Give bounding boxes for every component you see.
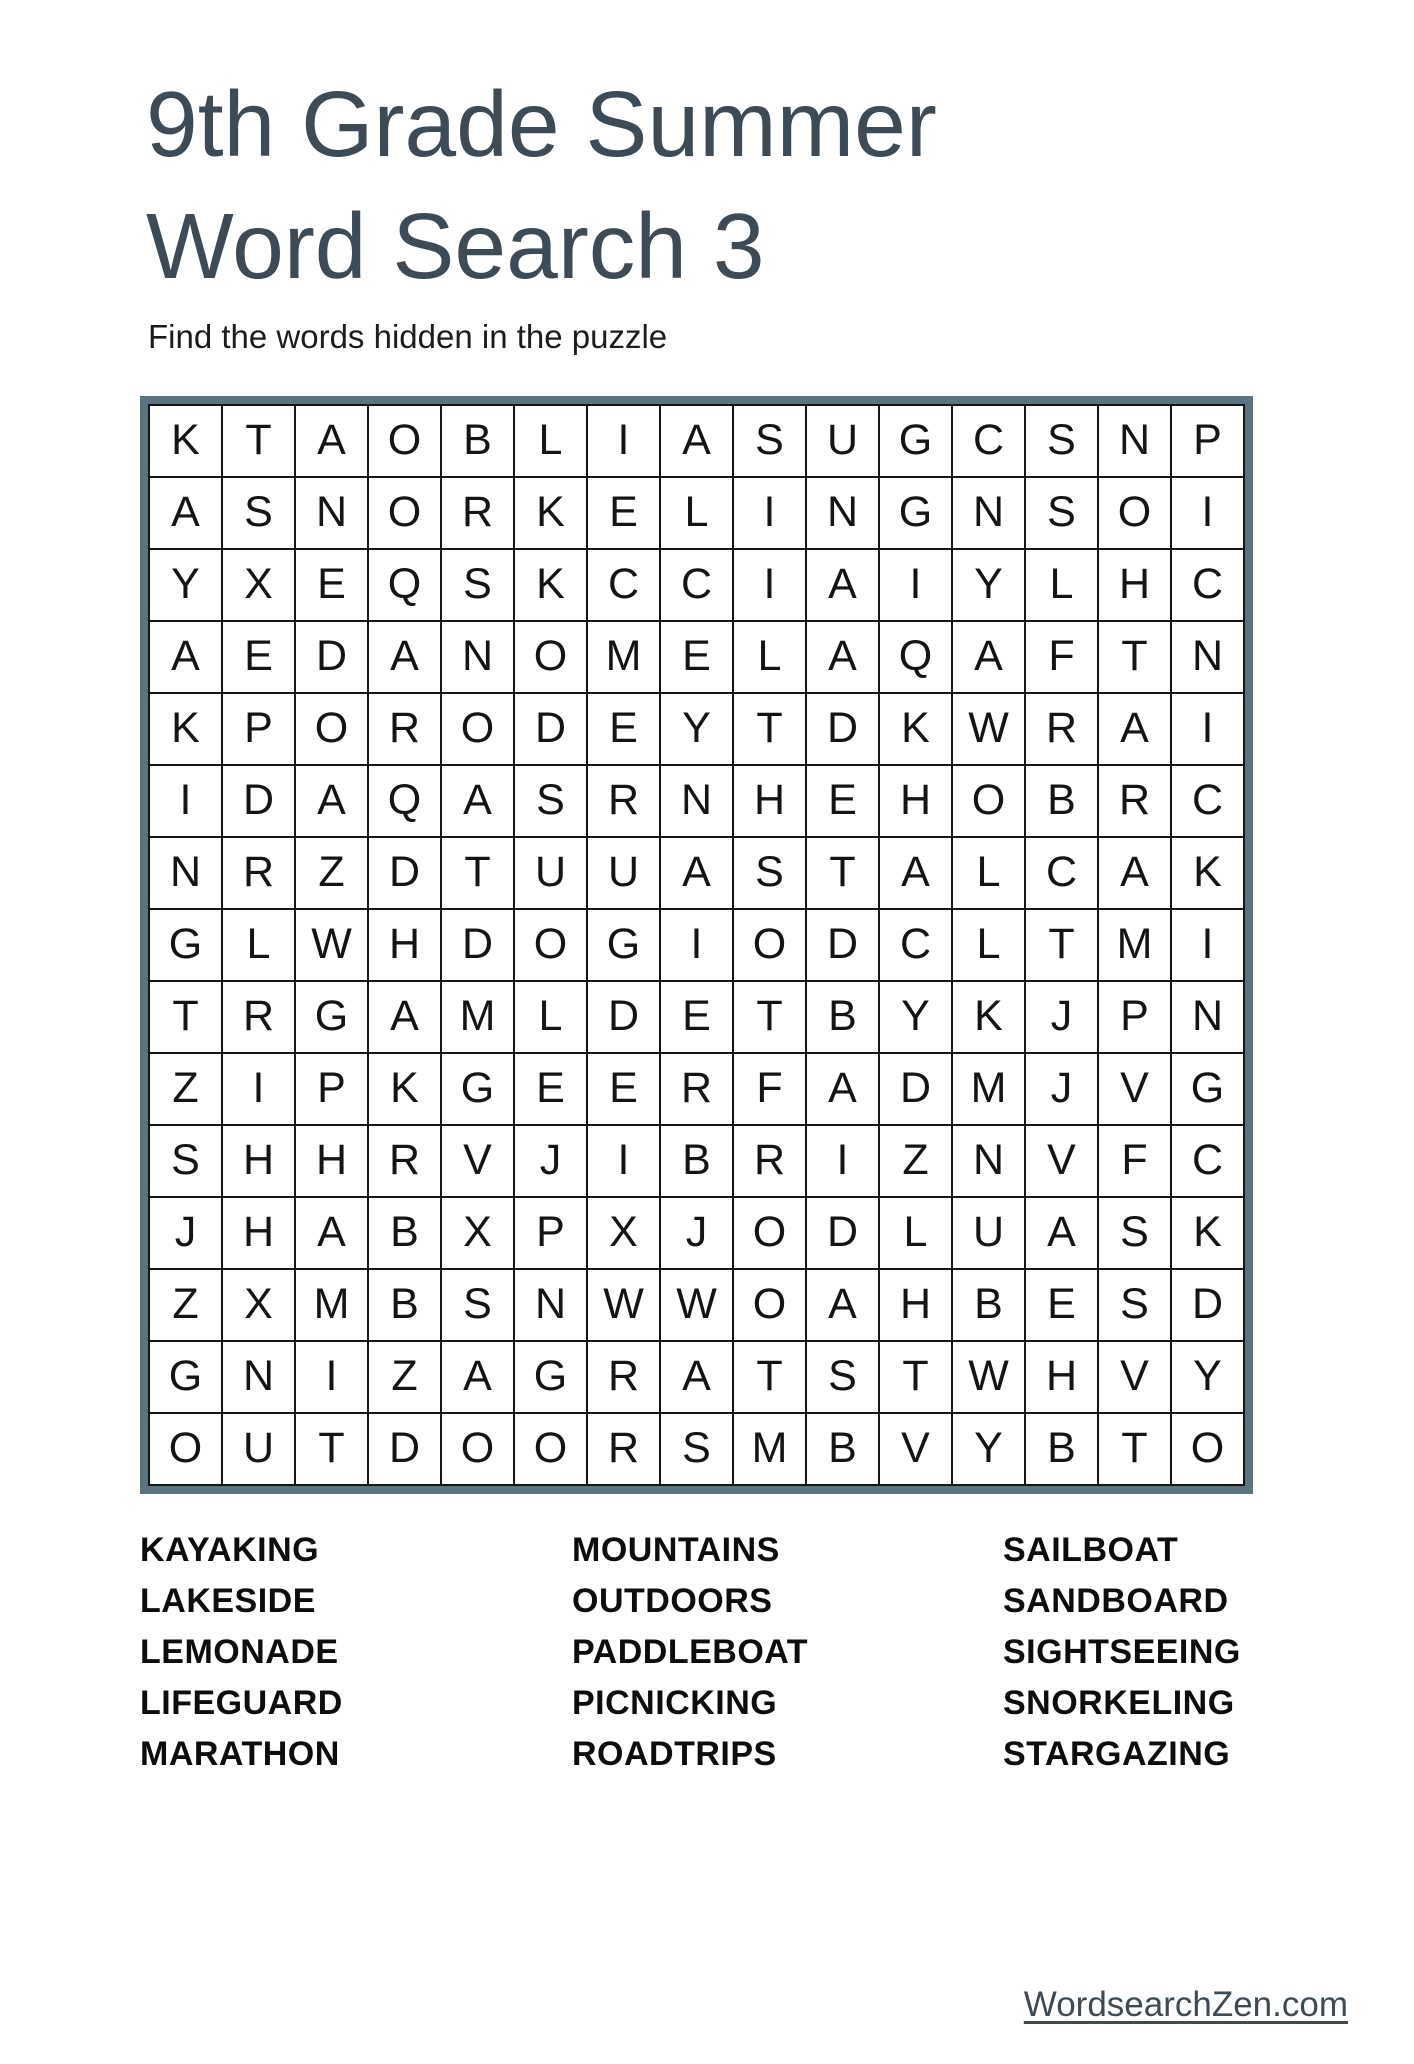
grid-cell: B xyxy=(368,1197,441,1269)
grid-row xyxy=(149,1341,1244,1413)
grid-cell: L xyxy=(952,909,1025,981)
grid-cell: D xyxy=(514,693,587,765)
grid-cell: F xyxy=(733,1053,806,1125)
grid-cell: N xyxy=(149,837,222,909)
grid-cell: S xyxy=(222,477,295,549)
grid-cell: S xyxy=(1098,1197,1171,1269)
grid-cell: B xyxy=(952,1269,1025,1341)
grid-cell: L xyxy=(952,837,1025,909)
grid-cell: E xyxy=(295,549,368,621)
grid-cell: R xyxy=(587,765,660,837)
grid-cell: E xyxy=(1025,1269,1098,1341)
grid-cell: G xyxy=(1171,1053,1244,1125)
grid-cell: O xyxy=(514,909,587,981)
grid-cell: B xyxy=(1025,765,1098,837)
grid-cell: B xyxy=(441,405,514,477)
grid-cell: V xyxy=(879,1413,952,1485)
grid-cell: A xyxy=(806,549,879,621)
grid-cell: D xyxy=(441,909,514,981)
grid-cell: N xyxy=(295,477,368,549)
grid-cell: Z xyxy=(879,1125,952,1197)
grid-cell: I xyxy=(587,1125,660,1197)
word-item: LAKESIDE xyxy=(140,1581,316,1620)
grid-cell: X xyxy=(222,1269,295,1341)
grid-cell: I xyxy=(222,1053,295,1125)
word-list xyxy=(140,1530,1350,1788)
grid-cell: H xyxy=(368,909,441,981)
grid-cell: R xyxy=(587,1413,660,1485)
grid-cell: W xyxy=(587,1269,660,1341)
grid-cell: O xyxy=(514,621,587,693)
word-item: LIFEGUARD xyxy=(140,1683,343,1722)
grid-row xyxy=(149,1269,1244,1341)
grid-cell: A xyxy=(441,1341,514,1413)
grid-cell: I xyxy=(806,1125,879,1197)
grid-cell: A xyxy=(660,1341,733,1413)
grid-cell: I xyxy=(1171,477,1244,549)
grid-cell: V xyxy=(441,1125,514,1197)
grid-cell: L xyxy=(1025,549,1098,621)
grid-cell: I xyxy=(660,909,733,981)
grid-cell: A xyxy=(441,765,514,837)
grid-cell: T xyxy=(441,837,514,909)
grid-cell: M xyxy=(587,621,660,693)
grid-cell: B xyxy=(806,1413,879,1485)
grid-cell: W xyxy=(660,1269,733,1341)
grid-row xyxy=(149,1197,1244,1269)
grid-cell: D xyxy=(1171,1269,1244,1341)
grid-cell: A xyxy=(660,405,733,477)
grid-cell: R xyxy=(368,693,441,765)
grid-cell: O xyxy=(733,1269,806,1341)
grid-row xyxy=(149,1413,1244,1485)
grid-cell: J xyxy=(660,1197,733,1269)
grid-cell: A xyxy=(660,837,733,909)
grid-cell: Q xyxy=(368,765,441,837)
grid-cell: Z xyxy=(368,1341,441,1413)
grid-cell: W xyxy=(295,909,368,981)
grid-cell: O xyxy=(368,405,441,477)
word-item: SAILBOAT xyxy=(1003,1530,1179,1569)
grid-cell: A xyxy=(368,981,441,1053)
grid-cell: U xyxy=(587,837,660,909)
grid-cell: K xyxy=(149,693,222,765)
grid-cell: J xyxy=(514,1125,587,1197)
grid-cell: P xyxy=(1171,405,1244,477)
grid-cell: E xyxy=(660,981,733,1053)
grid-cell: H xyxy=(1025,1341,1098,1413)
grid-cell: R xyxy=(660,1053,733,1125)
grid-cell: G xyxy=(441,1053,514,1125)
grid-cell: N xyxy=(660,765,733,837)
grid-cell: D xyxy=(806,909,879,981)
grid-cell: F xyxy=(1025,621,1098,693)
grid-cell: O xyxy=(149,1413,222,1485)
grid-cell: R xyxy=(222,981,295,1053)
grid-cell: I xyxy=(733,477,806,549)
grid-row xyxy=(149,405,1244,477)
grid-cell: I xyxy=(587,405,660,477)
grid-cell: H xyxy=(879,1269,952,1341)
grid-cell: T xyxy=(733,693,806,765)
grid-cell: T xyxy=(1098,621,1171,693)
grid-cell: B xyxy=(368,1269,441,1341)
grid-cell: K xyxy=(952,981,1025,1053)
grid-cell: P xyxy=(222,693,295,765)
grid-cell: J xyxy=(1025,1053,1098,1125)
grid-cell: I xyxy=(295,1341,368,1413)
grid-cell: W xyxy=(952,1341,1025,1413)
grid-cell: A xyxy=(295,405,368,477)
grid-cell: Z xyxy=(149,1269,222,1341)
grid-cell: U xyxy=(514,837,587,909)
grid-cell: A xyxy=(806,621,879,693)
grid-cell: T xyxy=(149,981,222,1053)
grid-cell: J xyxy=(1025,981,1098,1053)
grid-cell: A xyxy=(149,621,222,693)
grid-cell: O xyxy=(441,1413,514,1485)
grid-cell: A xyxy=(368,621,441,693)
grid-cell: G xyxy=(514,1341,587,1413)
word-item: OUTDOORS xyxy=(572,1581,773,1620)
grid-cell: E xyxy=(222,621,295,693)
grid-cell: N xyxy=(806,477,879,549)
word-item: MOUNTAINS xyxy=(572,1530,780,1569)
grid-cell: C xyxy=(587,549,660,621)
grid-cell: S xyxy=(1025,405,1098,477)
grid-cell: A xyxy=(952,621,1025,693)
grid-cell: P xyxy=(295,1053,368,1125)
grid-cell: U xyxy=(806,405,879,477)
grid-cell: A xyxy=(295,765,368,837)
grid-row xyxy=(149,549,1244,621)
grid-cell: Y xyxy=(149,549,222,621)
grid-cell: G xyxy=(587,909,660,981)
grid-cell: U xyxy=(222,1413,295,1485)
grid-cell: N xyxy=(1171,621,1244,693)
grid-cell: D xyxy=(295,621,368,693)
grid-row xyxy=(149,477,1244,549)
grid-cell: N xyxy=(1098,405,1171,477)
grid-cell: K xyxy=(514,477,587,549)
grid-cell: I xyxy=(1171,693,1244,765)
grid-cell: D xyxy=(806,693,879,765)
grid-cell: S xyxy=(733,837,806,909)
grid-cell: O xyxy=(733,909,806,981)
grid-cell: Y xyxy=(1171,1341,1244,1413)
grid-cell: N xyxy=(441,621,514,693)
grid-cell: A xyxy=(879,837,952,909)
grid-cell: B xyxy=(806,981,879,1053)
grid-cell: X xyxy=(222,549,295,621)
grid-cell: K xyxy=(1171,837,1244,909)
grid-cell: R xyxy=(1025,693,1098,765)
grid-cell: D xyxy=(587,981,660,1053)
grid-cell: M xyxy=(441,981,514,1053)
grid-cell: D xyxy=(222,765,295,837)
grid-cell: O xyxy=(441,693,514,765)
grid-cell: K xyxy=(368,1053,441,1125)
grid-cell: Q xyxy=(879,621,952,693)
grid-cell: G xyxy=(149,909,222,981)
grid-cell: I xyxy=(879,549,952,621)
grid-cell: N xyxy=(952,1125,1025,1197)
grid-cell: A xyxy=(295,1197,368,1269)
grid-cell: P xyxy=(514,1197,587,1269)
grid-cell: Y xyxy=(879,981,952,1053)
grid-cell: V xyxy=(1098,1053,1171,1125)
grid-cell: H xyxy=(295,1125,368,1197)
grid-cell: O xyxy=(952,765,1025,837)
word-list-column xyxy=(1003,1530,1350,1788)
grid-cell: D xyxy=(368,837,441,909)
grid-cell: H xyxy=(879,765,952,837)
grid-cell: M xyxy=(952,1053,1025,1125)
word-item: KAYAKING xyxy=(140,1530,320,1569)
word-item: SANDBOARD xyxy=(1003,1581,1229,1620)
subtitle: Find the words hidden in the puzzle xyxy=(148,317,668,355)
grid-row xyxy=(149,1053,1244,1125)
grid-cell: E xyxy=(660,621,733,693)
grid-cell: Y xyxy=(660,693,733,765)
grid-cell: N xyxy=(514,1269,587,1341)
grid-cell: H xyxy=(1098,549,1171,621)
grid-row xyxy=(149,909,1244,981)
word-item: ROADTRIPS xyxy=(572,1734,777,1773)
grid-cell: A xyxy=(1098,693,1171,765)
grid-cell: A xyxy=(1098,837,1171,909)
grid-cell: T xyxy=(879,1341,952,1413)
page-title-line-2: Word Search 3 xyxy=(146,193,765,298)
word-item: PADDLEBOAT xyxy=(572,1632,809,1671)
grid-cell: T xyxy=(295,1413,368,1485)
grid-cell: A xyxy=(1025,1197,1098,1269)
grid-cell: H xyxy=(222,1197,295,1269)
grid-cell: J xyxy=(149,1197,222,1269)
grid-row xyxy=(149,765,1244,837)
grid-cell: H xyxy=(222,1125,295,1197)
grid-cell: D xyxy=(368,1413,441,1485)
word-item: SIGHTSEEING xyxy=(1003,1632,1241,1671)
grid-cell: S xyxy=(1098,1269,1171,1341)
word-search-grid-frame xyxy=(140,396,1253,1494)
word-item: STARGAZING xyxy=(1003,1734,1231,1773)
word-list-column xyxy=(140,1530,572,1788)
grid-row xyxy=(149,1125,1244,1197)
grid-cell: T xyxy=(733,1341,806,1413)
grid-cell: H xyxy=(733,765,806,837)
grid-cell: T xyxy=(1025,909,1098,981)
grid-row xyxy=(149,693,1244,765)
grid-cell: O xyxy=(733,1197,806,1269)
grid-cell: L xyxy=(879,1197,952,1269)
grid-cell: L xyxy=(660,477,733,549)
grid-cell: W xyxy=(952,693,1025,765)
grid-cell: S xyxy=(441,1269,514,1341)
grid-cell: Y xyxy=(952,549,1025,621)
grid-cell: T xyxy=(1098,1413,1171,1485)
word-search-grid xyxy=(148,404,1245,1486)
grid-cell: P xyxy=(1098,981,1171,1053)
grid-cell: C xyxy=(1171,1125,1244,1197)
grid-cell: K xyxy=(1171,1197,1244,1269)
grid-cell: M xyxy=(733,1413,806,1485)
grid-cell: E xyxy=(587,1053,660,1125)
grid-cell: Z xyxy=(295,837,368,909)
word-item: PICNICKING xyxy=(572,1683,778,1722)
grid-cell: G xyxy=(295,981,368,1053)
grid-cell: S xyxy=(1025,477,1098,549)
grid-cell: G xyxy=(879,405,952,477)
grid-cell: C xyxy=(1171,765,1244,837)
grid-cell: C xyxy=(1171,549,1244,621)
grid-cell: B xyxy=(660,1125,733,1197)
grid-cell: M xyxy=(1098,909,1171,981)
grid-cell: O xyxy=(368,477,441,549)
grid-cell: C xyxy=(660,549,733,621)
word-list-column xyxy=(572,1530,1003,1788)
grid-cell: T xyxy=(222,405,295,477)
grid-cell: C xyxy=(952,405,1025,477)
grid-cell: S xyxy=(660,1413,733,1485)
word-item: MARATHON xyxy=(140,1734,340,1773)
grid-cell: O xyxy=(295,693,368,765)
grid-cell: N xyxy=(952,477,1025,549)
grid-cell: R xyxy=(1098,765,1171,837)
grid-cell: Y xyxy=(952,1413,1025,1485)
page-title xyxy=(146,64,1350,308)
grid-cell: S xyxy=(806,1341,879,1413)
grid-cell: E xyxy=(514,1053,587,1125)
grid-cell: C xyxy=(1025,837,1098,909)
grid-cell: U xyxy=(952,1197,1025,1269)
grid-cell: E xyxy=(587,693,660,765)
grid-row xyxy=(149,981,1244,1053)
grid-cell: D xyxy=(806,1197,879,1269)
grid-cell: E xyxy=(587,477,660,549)
word-item: LEMONADE xyxy=(140,1632,339,1671)
grid-cell: F xyxy=(1098,1125,1171,1197)
grid-cell: M xyxy=(295,1269,368,1341)
grid-cell: V xyxy=(1098,1341,1171,1413)
grid-cell: C xyxy=(879,909,952,981)
grid-cell: G xyxy=(149,1341,222,1413)
grid-row xyxy=(149,621,1244,693)
grid-cell: N xyxy=(1171,981,1244,1053)
grid-cell: I xyxy=(733,549,806,621)
grid-cell: R xyxy=(222,837,295,909)
grid-cell: S xyxy=(149,1125,222,1197)
word-item: SNORKELING xyxy=(1003,1683,1235,1722)
grid-cell: L xyxy=(514,981,587,1053)
grid-cell: D xyxy=(879,1053,952,1125)
page-title-line-1: 9th Grade Summer xyxy=(146,72,937,176)
grid-cell: L xyxy=(222,909,295,981)
grid-cell: S xyxy=(733,405,806,477)
grid-cell: A xyxy=(806,1269,879,1341)
grid-cell: T xyxy=(733,981,806,1053)
grid-cell: R xyxy=(733,1125,806,1197)
grid-cell: O xyxy=(1171,1413,1244,1485)
grid-cell: Q xyxy=(368,549,441,621)
grid-cell: K xyxy=(514,549,587,621)
grid-cell: S xyxy=(514,765,587,837)
grid-cell: X xyxy=(587,1197,660,1269)
grid-cell: B xyxy=(1025,1413,1098,1485)
grid-cell: L xyxy=(514,405,587,477)
grid-cell: R xyxy=(587,1341,660,1413)
grid-cell: K xyxy=(879,693,952,765)
grid-cell: A xyxy=(806,1053,879,1125)
grid-cell: O xyxy=(514,1413,587,1485)
grid-cell: N xyxy=(222,1341,295,1413)
grid-cell: V xyxy=(1025,1125,1098,1197)
grid-cell: T xyxy=(806,837,879,909)
grid-cell: I xyxy=(149,765,222,837)
grid-cell: A xyxy=(149,477,222,549)
grid-row xyxy=(149,837,1244,909)
grid-cell: E xyxy=(806,765,879,837)
grid-cell: L xyxy=(733,621,806,693)
grid-cell: K xyxy=(149,405,222,477)
grid-cell: R xyxy=(441,477,514,549)
grid-cell: O xyxy=(1098,477,1171,549)
grid-cell: X xyxy=(441,1197,514,1269)
grid-cell: Z xyxy=(149,1053,222,1125)
page xyxy=(0,64,1414,1788)
grid-cell: S xyxy=(441,549,514,621)
grid-cell: R xyxy=(368,1125,441,1197)
grid-cell: G xyxy=(879,477,952,549)
footer-link[interactable]: WordsearchZen.com xyxy=(1023,1985,1348,2024)
grid-cell: I xyxy=(1171,909,1244,981)
